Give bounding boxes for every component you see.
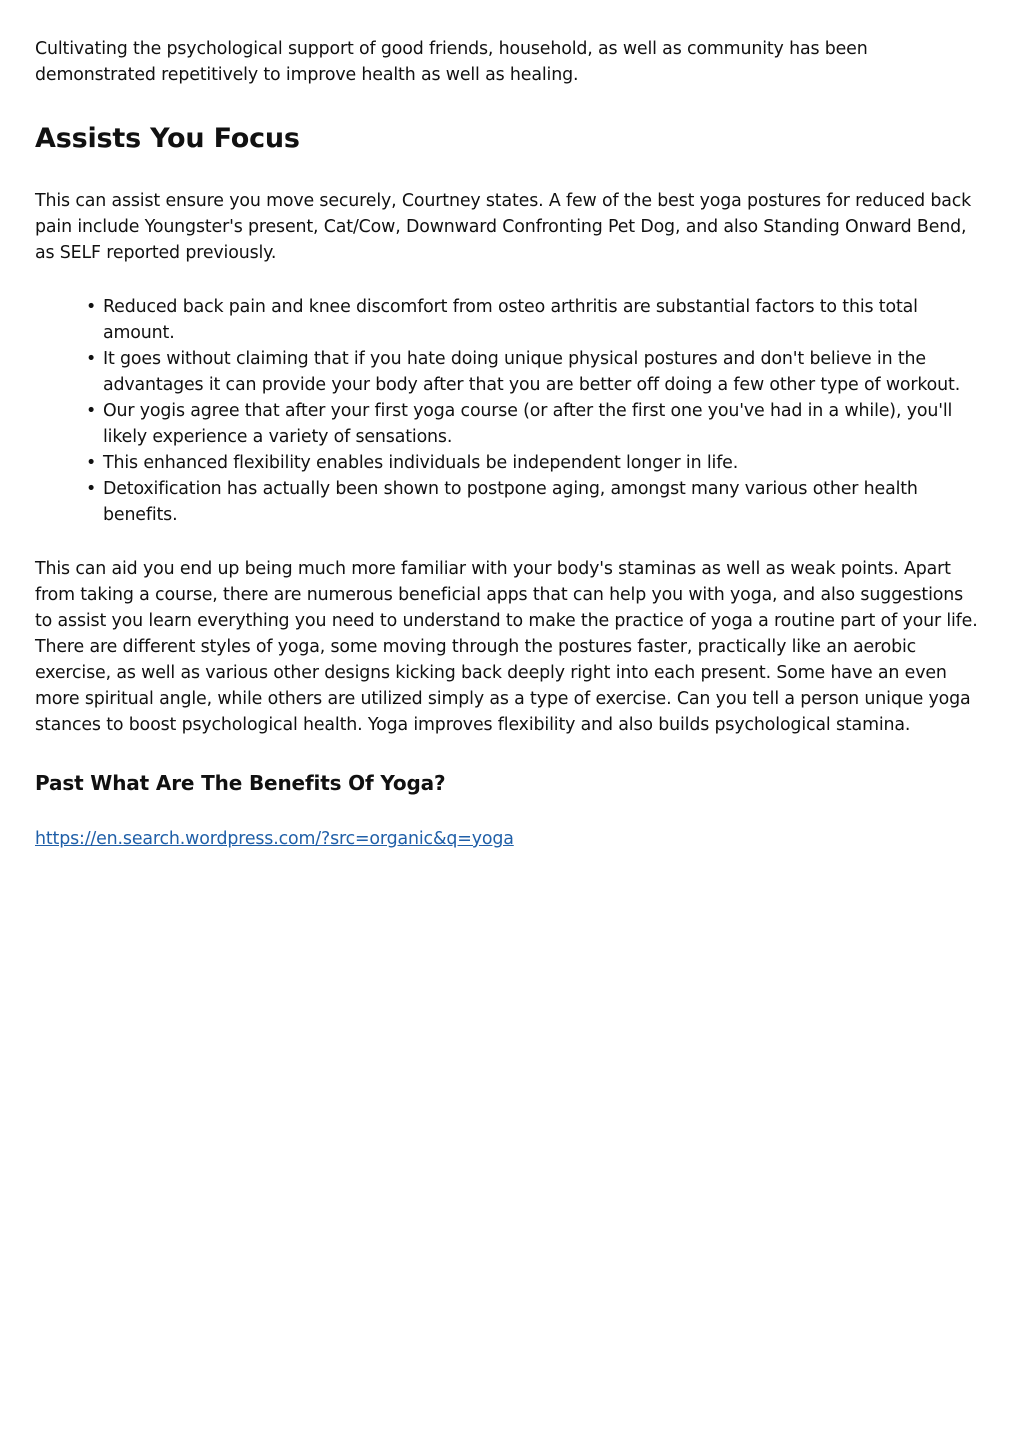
list-item-text: Our yogis agree that after your first yoga course (or after the first one you've had in a while), you'll likely experience a variety of sensations. xyxy=(103,401,953,447)
benefits-list xyxy=(35,294,985,528)
list-item-text: This enhanced flexibility enables individuals be independent longer in life. xyxy=(103,453,739,473)
list-item-text: Detoxification has actually been shown to postpone aging, amongst many various other health benefits. xyxy=(103,479,918,525)
list-item-text: It goes without claiming that if you hate doing unique physical postures and don't believe in the advantages it can provide your body after that you are better off doing a few other type of workout. xyxy=(103,349,961,395)
closing-paragraph: This can aid you end up being much more familiar with your body's staminas as well as weak points. Apart from taking a course, there are numerous beneficial apps that can help you with yoga, and also suggestions to assist you learn everything you need to understand to make the practice of yoga a routine part of your life. There are different styles of yoga, some moving through the postures faster, practically like an aerobic exercise, as well as various other designs kicking back deeply right into each present. Some have an even more spiritual angle, while others are utilized simply as a type of exercise. Can you tell a person unique yoga stances to boost psychological health. Yoga improves flexibility and also builds psychological stamina. xyxy=(35,559,978,735)
bullet-icon: • xyxy=(86,349,97,369)
list-item xyxy=(86,398,985,450)
bullet-icon: • xyxy=(86,453,97,473)
list-item xyxy=(86,476,985,528)
list-item-text: Reduced back pain and knee discomfort from osteo arthritis are substantial factors to this total amount. xyxy=(103,297,918,343)
bullet-icon: • xyxy=(86,479,97,499)
list-item xyxy=(86,346,985,398)
bullet-icon: • xyxy=(86,297,97,317)
list-item xyxy=(86,450,985,476)
section-heading-assists-you-focus: Assists You Focus xyxy=(35,123,300,154)
wordpress-search-link[interactable]: https://en.search.wordpress.com/?src=organic&q=yoga xyxy=(35,829,514,849)
bullet-icon: • xyxy=(86,401,97,421)
document-page xyxy=(35,36,985,852)
section-heading-benefits-of-yoga: Past What Are The Benefits Of Yoga? xyxy=(35,771,446,795)
list-item xyxy=(86,294,985,346)
section-paragraph: This can assist ensure you move securely, Courtney states. A few of the best yoga postures for reduced back pain include Youngster's present, Cat/Cow, Downward Confronting Pet Dog, and also Standing Onward Bend, as SELF reported previously. xyxy=(35,191,972,263)
intro-paragraph: Cultivating the psychological support of good friends, household, as well as community has been demonstrated repetitively to improve health as well as healing. xyxy=(35,39,868,85)
